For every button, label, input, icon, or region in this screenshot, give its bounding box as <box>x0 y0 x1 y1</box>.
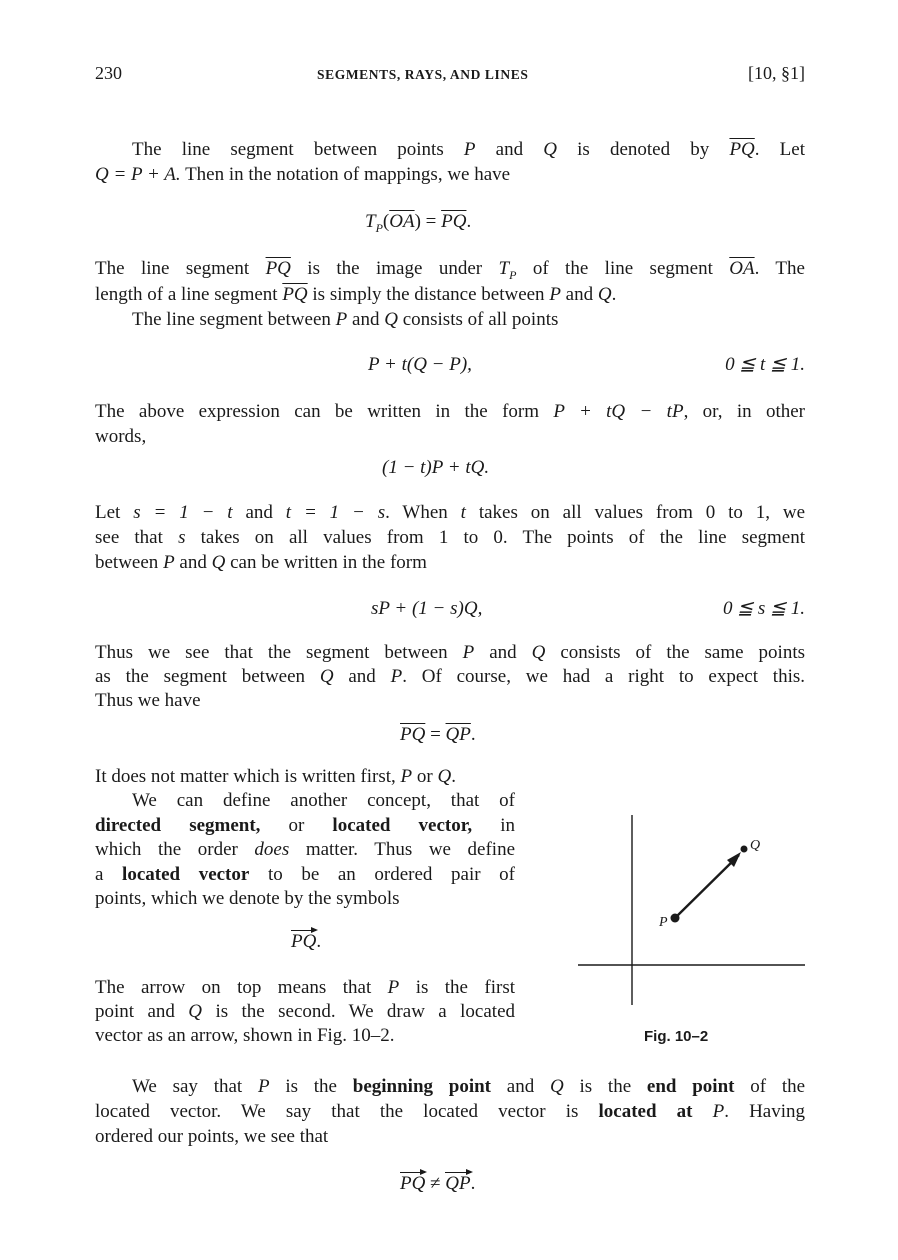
figure-10-2 <box>575 810 810 1010</box>
segment-PQ: $\overline{PQ}$ <box>729 139 755 160</box>
equation-s-condition: 0 ≦ s ≦ 1. <box>723 598 805 619</box>
located-vector-symbol: PQ. <box>291 931 322 952</box>
paragraph-5-line-1: Let s = 1 − t and t = 1 − s. When t takes on all values from 0 to 1, we <box>95 502 806 523</box>
paragraph-10-line-2: located vector. We say that the located vector is located at P. Having <box>95 1101 806 1122</box>
label-Q: Q <box>750 838 761 853</box>
paragraph-10-line-3: ordered our points, we see that <box>95 1126 329 1147</box>
paragraph-5-line-2: see that s takes on all values from 1 to 0. The points of the line segment <box>95 527 806 548</box>
figure-caption: Fig. 10–2 <box>644 1028 709 1045</box>
equation-rewritten: (1 − t)P + tQ. <box>382 457 490 478</box>
paragraph-4-line-2: words, <box>95 426 147 447</box>
paragraph-6-line-3: Thus we have <box>95 690 201 711</box>
equation-segment-points: P + t(Q − P), <box>368 354 472 375</box>
paragraph-3-line-1: The line segment between P and Q consists of all points <box>132 309 559 330</box>
paragraph-8-line-4: a located vector to be an ordered pair of <box>95 864 515 885</box>
paragraph-7-line-1: It does not matter which is written first, P or Q. <box>95 766 456 787</box>
point-P <box>671 914 680 923</box>
section-ref: [10, §1] <box>748 63 805 83</box>
paragraph-9-line-2: point and Q is the second. We draw a located <box>95 1001 516 1022</box>
paragraph-8-line-5: points, which we denote by the symbols <box>95 888 400 909</box>
point-Q <box>741 846 748 853</box>
label-P: P <box>659 915 668 930</box>
equation-pq-not-equal-qp: PQ ≠ QP. <box>400 1173 476 1194</box>
equation-pq-equals-qp: $\overline{PQ} = \overline{QP}$. <box>400 724 476 745</box>
paragraph-8-line-2: directed segment, or located vector, in <box>95 815 516 836</box>
paragraph-5-line-3: between P and Q can be written in the form <box>95 552 427 573</box>
page-number: 230 <box>95 63 122 83</box>
paragraph-10-line-1: We say that P is the beginning point and Q is the end point of the <box>132 1076 806 1097</box>
vector-arrow-shaft <box>675 855 739 918</box>
equation-s-form: sP + (1 − s)Q, <box>371 598 483 619</box>
paragraph-8-line-3: which the order does matter. Thus we define <box>95 839 516 860</box>
equation-segment-condition: 0 ≦ t ≦ 1. <box>725 354 805 375</box>
paragraph-6-line-1: Thus we see that the segment between P and Q consists of the same points <box>95 642 805 663</box>
running-title: SEGMENTS, RAYS, AND LINES <box>317 67 529 82</box>
paragraph-2-line-1: The line segment $\overline{PQ}$ is the image under $T_P$ of the line segment $\overline{OA}$. The <box>95 258 805 282</box>
paragraph-1-line-2: Q = P + A. Then in the notation of mappings, we have <box>95 164 511 185</box>
paragraph-2-line-2: length of a line segment $\overline{PQ}$ is simply the distance between P and Q. <box>95 284 617 305</box>
paragraph-4-line-1: The above expression can be written in the form P + tQ − tP, or, in other <box>95 401 806 422</box>
paragraph-8-line-1: We can define another concept, that of <box>132 790 515 811</box>
paragraph-9-line-3: vector as an arrow, shown in Fig. 10–2. <box>95 1025 395 1046</box>
paragraph-6-line-2: as the segment between Q and P. Of course, we had a right to expect this. <box>95 666 805 687</box>
paragraph-9-line-1: The arrow on top means that P is the first <box>95 977 516 998</box>
equation-mapping: $T_P(\overline{OA}) = \overline{PQ}$. <box>365 211 472 235</box>
paragraph-1-line-1: The line segment between points P and Q is denoted by $\overline{PQ}$. Let <box>132 139 805 160</box>
